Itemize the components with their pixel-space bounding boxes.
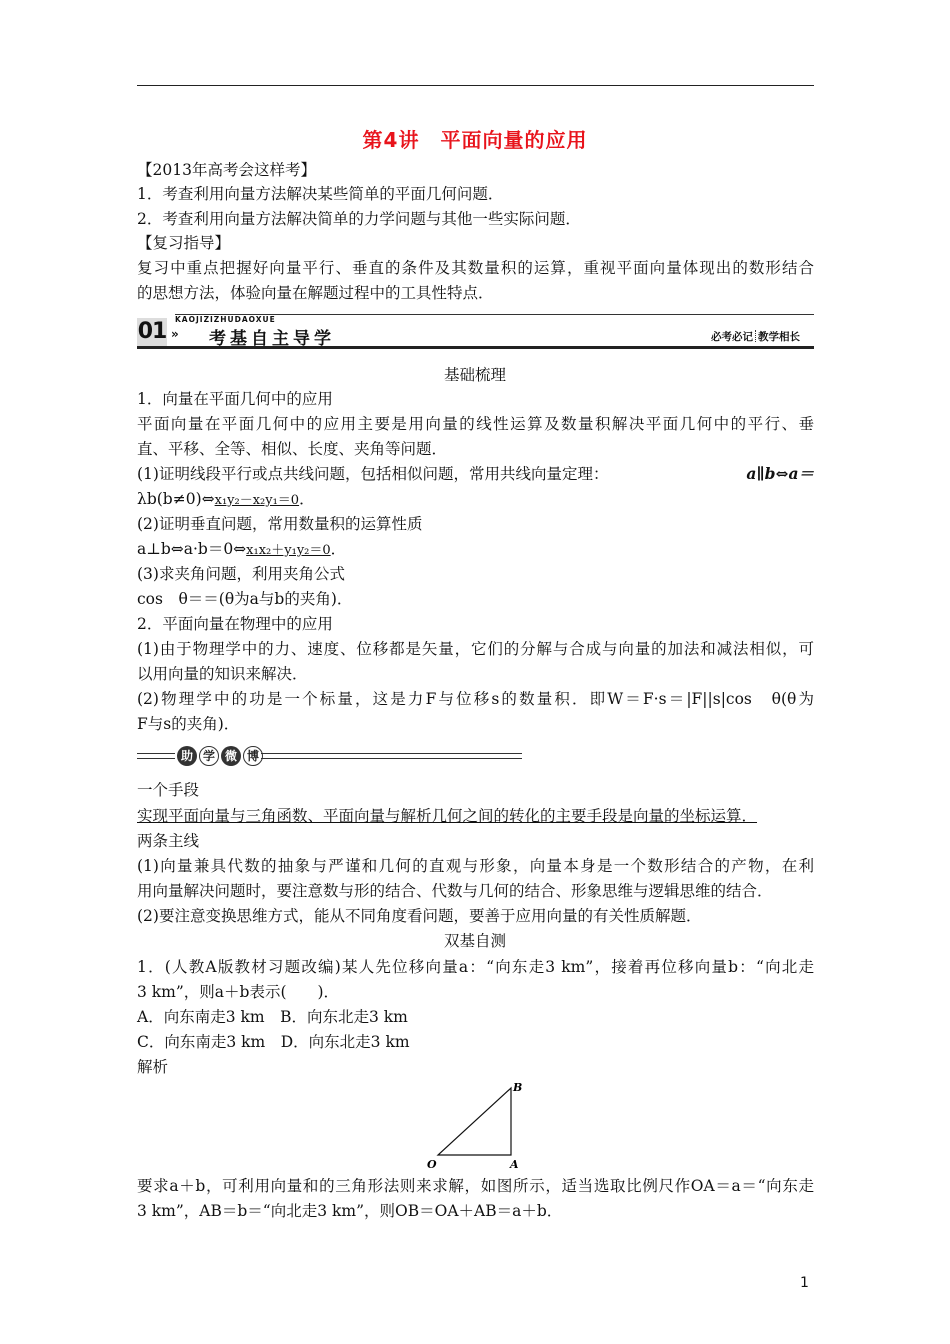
two-lines-title: 两条主线 — [137, 832, 200, 850]
section-banner — [137, 312, 814, 352]
section-tags — [711, 329, 800, 344]
p1-heading: 1．向量在平面几何中的应用 — [137, 390, 333, 408]
p1-item3-b: cos θ＝＝(θ为a与b的夹角)． — [137, 590, 353, 608]
vector-triangle-figure — [424, 1078, 528, 1172]
header-rule — [137, 85, 814, 86]
p2-item1-a: (1)由于物理学中的力、速度、位移都是矢量，它们的分解与合成与向量的加法和减法相似，可 — [137, 640, 814, 658]
helper-rule — [261, 753, 522, 754]
p1-item1-end: ． — [299, 490, 315, 508]
review-line-1: 复习中重点把握好向量平行、垂直的条件及其数量积的运算，重视平面向量体现出的数形结合 — [137, 259, 814, 277]
p1-item2-line-b — [137, 539, 346, 561]
section-number: 01 — [137, 319, 167, 344]
p1-item1-line-a — [137, 464, 814, 484]
review-line-2: 的思想方法，体验向量在解题过程中的工具性特点． — [137, 284, 494, 302]
triangle-shape — [438, 1088, 511, 1155]
tag-must-remember: 必考必记 — [711, 331, 753, 343]
label-a: A — [510, 1158, 519, 1171]
two-lines-1a: (1)向量兼具代数的抽象与严谨和几何的直观与形象，向量本身是一个数形结合的产物，在利 — [137, 857, 814, 875]
page-number: 1 — [800, 1275, 809, 1291]
analysis-label: 解析 — [137, 1058, 169, 1076]
p2-item1-b: 以用向量的知识来解决． — [137, 665, 308, 683]
p2-item2-a: (2)物理学中的功是一个标量，这是力F与位移s的数量积．即W＝F·s＝|F||s|cos θ(θ为 — [137, 690, 814, 708]
page-title: 第4讲 平面向量的应用 — [362, 128, 588, 152]
answer-b: 3 km”，AB＝b＝“向北走3 km”，则OB＝OA＋AB＝a＋b． — [137, 1202, 563, 1220]
question-1-a: 1．(人教A版教材习题改编)某人先位移向量a：“向东走3 km”，接着再位移向量b：“向北走 — [137, 958, 814, 976]
question-1-options-cd: C．向东南走3 km D．向东北走3 km — [137, 1033, 410, 1051]
helper-rule — [261, 758, 522, 759]
p1-item2-coord: x₁x₂＋y₁y₂＝0 — [246, 543, 331, 558]
question-1-b: 3 km”，则a＋b表示( )． — [137, 983, 340, 1001]
p1-item2-end: ． — [330, 540, 347, 558]
one-means-title: 一个手段 — [137, 781, 200, 799]
p2-item2-b: F与s的夹角)． — [137, 715, 240, 733]
double-arrow-icon: » — [171, 327, 179, 341]
exam-item-2: 2．考查利用向量方法解决简单的力学问题与其他一些实际问题． — [137, 210, 581, 228]
p2-heading: 2．平面向量在物理中的应用 — [137, 615, 333, 633]
p1-item1-text: (1)证明线段平行或点共线问题，包括相似问题，常用共线向量定理： — [137, 465, 609, 483]
p1-item2-a: (2)证明垂直问题，常用数量积的运算性质 — [137, 515, 423, 533]
tag-separator — [755, 330, 756, 342]
basics-title: 基础梳理 — [443, 366, 506, 384]
section-pinyin: KAOJIZIZHUDAOXUE — [175, 315, 276, 324]
p1-item1-formula: a∥b⇔a＝ — [746, 464, 814, 483]
one-means-text: 实现平面向量与三角函数、平面向量与解析几何之间的转化的主要手段是向量的坐标运算． — [137, 807, 758, 825]
helper-rule — [137, 758, 175, 759]
label-o: O — [427, 1158, 437, 1171]
p1-item2-cond: a⊥b⇔a·b＝0⇔ — [137, 540, 247, 558]
p1-item1-coord: x₁y₂－x₂y₁＝0 — [214, 493, 300, 508]
exam-header: 【2013年高考会这样考】 — [137, 161, 316, 179]
question-1-options-ab: A．向东南走3 km B．向东北走3 km — [137, 1008, 408, 1026]
helper-banner — [137, 746, 522, 774]
two-lines-1b: 用向量解决问题时，要注意数与形的结合、代数与几何的结合、形象思维与逻辑思维的结合． — [137, 882, 773, 900]
helper-char-1: 助 — [177, 746, 197, 766]
p1-item1-line-b — [137, 489, 315, 511]
helper-char-4: 博 — [243, 746, 263, 766]
p1-item1-cond: λb(b≠0)⇔ — [137, 490, 215, 508]
helper-title — [177, 746, 263, 766]
review-header: 【复习指导】 — [137, 234, 231, 252]
exam-item-1: 1．考查利用向量方法解决某些简单的平面几何问题． — [137, 185, 504, 203]
section-heading: 考基自主导学 — [209, 329, 335, 349]
helper-rule — [137, 753, 175, 754]
p1-item3-a: (3)求夹角问题，利用夹角公式 — [137, 565, 345, 583]
self-test-title: 双基自测 — [443, 932, 506, 950]
p1-text-b: 直、平移、全等、相似、长度、夹角等问题． — [137, 440, 448, 458]
label-b: B — [513, 1081, 523, 1094]
two-lines-2: (2)要注意变换思维方式，能从不同角度看问题，要善于应用向量的有关性质解题． — [137, 907, 702, 925]
answer-a: 要求a＋b，可利用向量和的三角形法则来求解，如图所示，适当选取比例尺作OA＝a＝“向东走 — [137, 1177, 814, 1195]
p1-text-a: 平面向量在平面几何中的应用主要是用向量的线性运算及数量积解决平面几何中的平行、垂 — [137, 415, 814, 433]
helper-char-2: 学 — [199, 746, 219, 766]
helper-char-3: 微 — [221, 746, 241, 766]
tag-teaching: 教学相长 — [758, 331, 800, 343]
